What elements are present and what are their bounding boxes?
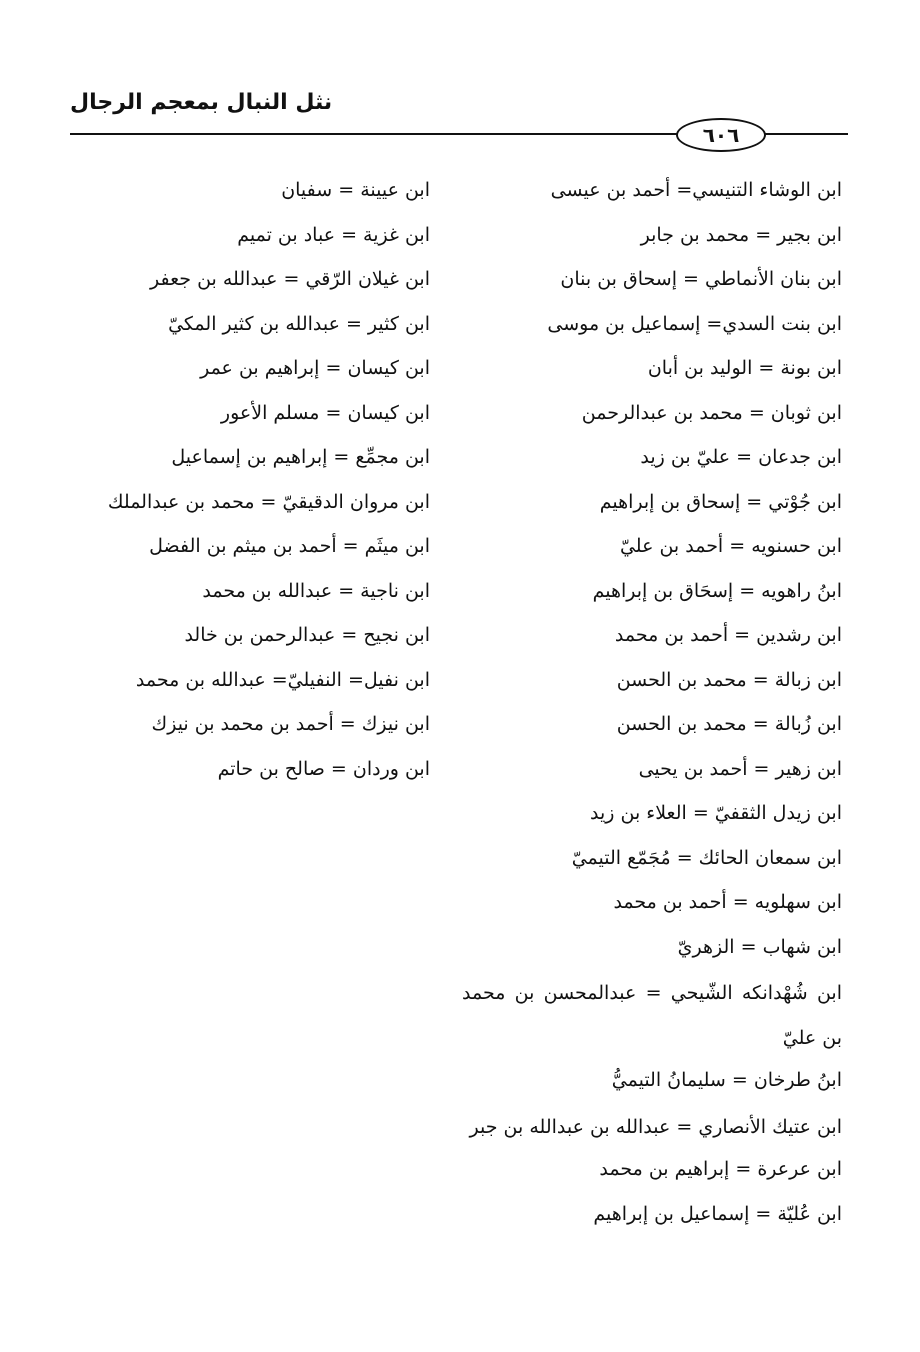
list-item: ابن غيلان الرّقي = عبدالله بن جعفر	[150, 268, 430, 290]
list-item: ابن عيينة = سفيان	[281, 179, 430, 201]
list-item: ابن الوشاء التنيسي= أحمد بن عيسى	[550, 179, 842, 201]
list-item: ابن مجمِّع = إبراهيم بن إسماعيل	[171, 446, 430, 468]
list-item: ابن زهير = أحمد بن يحيى	[638, 757, 842, 780]
list-item: ابن بنت السدي= إسماعيل بن موسى	[547, 312, 842, 335]
list-item: ابن بونة = الوليد بن أبان	[647, 357, 842, 379]
page-number: ٦٠٦	[676, 118, 766, 152]
left-column	[70, 170, 430, 793]
list-item: ابنُ راهويه = إسحَاق بن إبراهيم	[592, 579, 842, 602]
book-title: نثل النبال بمعجم الرجال	[70, 90, 333, 115]
list-item: ابن كثير = عبدالله بن كثير المكيّ	[168, 312, 430, 335]
list-item: ابن ميثَم = أحمد بن ميثم بن الفضل	[149, 535, 430, 557]
list-item: ابن زُبالة = محمد بن الحسن	[616, 713, 842, 735]
list-item: ابنُ طرخان = سليمانُ التيميُّ	[611, 1069, 842, 1091]
list-item: ابن سمعان الحائك = مُجَمّع التيميّ	[571, 846, 842, 869]
list-item: ابن غزية = عباد بن تميم	[237, 223, 430, 246]
list-item: ابن زبالة = محمد بن الحسن	[616, 668, 842, 691]
list-item: ابن عتيك الأنصاري = عبدالله بن عبدالله بن جبر	[469, 1115, 842, 1138]
list-item: ابن عرعرة = إبراهيم بن محمد	[599, 1158, 842, 1180]
list-item: ابن رشدين = أحمد بن محمد	[614, 624, 842, 646]
list-item: ابن نفيل= النفيليّ= عبدالله بن محمد	[135, 668, 430, 691]
list-item: ابن ثوبان = محمد بن عبدالرحمن	[581, 401, 842, 424]
list-item: ابن سهلويه = أحمد بن محمد	[613, 891, 842, 913]
list-item: ابن ناجية = عبدالله بن محمد	[202, 579, 430, 602]
list-item: ابن كيسان = إبراهيم بن عمر	[200, 357, 430, 379]
list-item: ابن بنان الأنماطي = إسحاق بن بنان	[560, 268, 842, 290]
list-item: ابن كيسان = مسلم الأعور	[220, 401, 430, 424]
list-item: ابن شهاب = الزهريّ	[677, 935, 842, 958]
list-item: ابن وردان = صالح بن حاتم	[217, 757, 430, 780]
list-item: ابن جُوْتي = إسحاق بن إبراهيم	[599, 490, 842, 513]
list-item: ابن نيزك = أحمد بن محمد بن نيزك	[151, 713, 430, 735]
list-item: ابن بجير = محمد بن جابر	[640, 223, 842, 246]
list-item: ابن حسنويه = أحمد بن عليّ	[619, 535, 842, 557]
list-item: ابن نجيح = عبدالرحمن بن خالد	[184, 624, 430, 646]
list-item: ابن عُليّة = إسماعيل بن إبراهيم	[593, 1202, 842, 1225]
list-item: ابن مروان الدقيقيّ = محمد بن عبدالملك	[107, 490, 430, 513]
list-item: ابن شُهْدانكه الشّيحي = عبدالمحسن بن محمد بن عليّ	[462, 982, 842, 1049]
list-item: ابن زيدل الثقفيّ = العلاء بن زيد	[590, 802, 842, 824]
right-column	[462, 170, 842, 1238]
list-item: ابن جدعان = عليّ بن زيد	[640, 446, 842, 468]
